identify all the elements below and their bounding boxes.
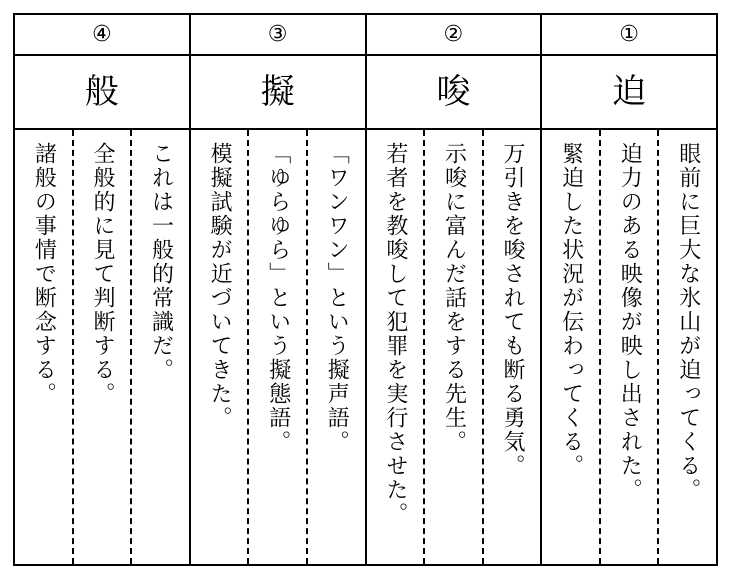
column-1 [540, 15, 716, 564]
column-3 [189, 15, 365, 564]
column-number: ④ [15, 15, 189, 56]
sentence-cell [130, 130, 189, 564]
example-sentence: 眼前に巨大な氷山が迫ってくる。 [675, 142, 701, 502]
sentence-cell [367, 130, 424, 564]
sentence-cell [247, 130, 306, 564]
kanji-heading: 擬 [191, 56, 365, 130]
column-number: ③ [191, 15, 365, 56]
column-4 [15, 15, 189, 564]
sentence-cell [306, 130, 365, 564]
sentence-cell [657, 130, 716, 564]
sentence-cell [599, 130, 658, 564]
example-sentence: 緊迫した状況が伝わってくる。 [558, 142, 584, 478]
kanji-heading: 般 [15, 56, 189, 130]
example-sentence: 万引きを唆されても断る勇気。 [500, 142, 526, 478]
column-2 [365, 15, 541, 564]
column-number: ① [542, 15, 716, 56]
example-sentence: 若者を教唆して犯罪を実行させた。 [382, 142, 408, 526]
sentence-cell [423, 130, 482, 564]
example-sentence: これは一般的常識だ。 [148, 142, 174, 382]
sentence-cell [542, 130, 599, 564]
example-sentence: 迫力のある映像が映し出された。 [617, 142, 643, 502]
example-sentences [367, 130, 541, 564]
example-sentence: 「ゆらゆら」という擬態語。 [265, 142, 291, 454]
kanji-heading: 唆 [367, 56, 541, 130]
sentence-cell [482, 130, 541, 564]
kanji-worksheet-table [13, 13, 718, 566]
example-sentences [542, 130, 716, 564]
sentence-cell [191, 130, 248, 564]
example-sentence: 「ワンワン」という擬声語。 [324, 142, 350, 454]
example-sentence: 示唆に富んだ話をする先生。 [441, 142, 467, 454]
example-sentence: 全般的に見て判断する。 [89, 142, 115, 406]
sentence-cell [15, 130, 72, 564]
example-sentence: 諸般の事情で断念する。 [31, 142, 57, 406]
sentence-cell [72, 130, 131, 564]
example-sentences [15, 130, 189, 564]
kanji-heading: 迫 [542, 56, 716, 130]
column-number: ② [367, 15, 541, 56]
example-sentences [191, 130, 365, 564]
example-sentence: 模擬試験が近づいてきた。 [207, 142, 233, 430]
